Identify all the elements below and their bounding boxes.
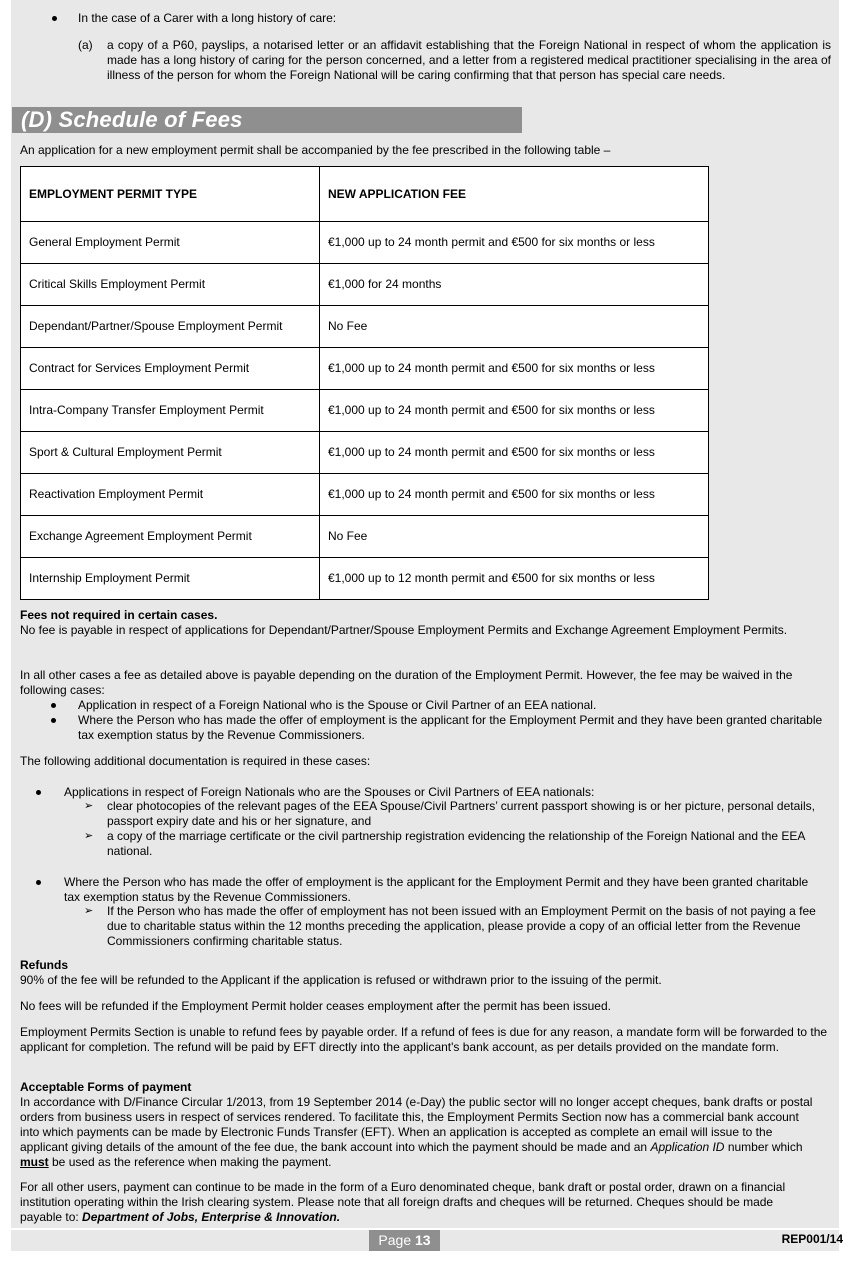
table-row <box>21 222 709 264</box>
fee-cell: €1,000 up to 24 month permit and €500 for six months or less <box>320 222 709 264</box>
application-id-term: Application ID <box>650 1140 725 1154</box>
permit-type-cell: Exchange Agreement Employment Permit <box>21 516 320 558</box>
list-marker: (a) <box>78 38 93 52</box>
refunds-paragraph-3: Employment Permits Section is unable to refund fees by payable order. If a refund of fees is due for any reason, a mandate form will be forwarded to the applicant for completion. The refund will be paid by EFT directly into the applicant's bank account, as per details provided on the mandate form. <box>20 1025 828 1054</box>
fees-not-required-heading: Fees not required in certain cases. <box>20 608 218 622</box>
page-number: 13 <box>415 1232 431 1248</box>
payment-paragraph-1 <box>20 1095 819 1170</box>
bullet-dot <box>51 718 56 723</box>
permit-type-cell: Sport & Cultural Employment Permit <box>21 432 320 474</box>
payee-name: Department of Jobs, Enterprise & Innovation. <box>82 1210 341 1224</box>
permit-type-cell: Dependant/Partner/Spouse Employment Permit <box>21 306 320 348</box>
table-row <box>21 264 709 306</box>
section-header-bar <box>12 107 522 133</box>
waiver-item-2: Where the Person who has made the offer of employment is the applicant for the Employment Permit and they have been granted charitable tax exemption status by the Revenue Commissioners. <box>78 713 823 742</box>
permit-type-cell: Contract for Services Employment Permit <box>21 348 320 390</box>
arrow-icon: ➢ <box>84 905 94 917</box>
section-title: (D) Schedule of Fees <box>21 107 243 132</box>
payment-text: In accordance with D/Finance Circular 1/2013, from 19 September 2014 (e-Day) the public sector will no longer accept cheques, bank drafts or postal orders from business users in respect of services rendered. To facilitate this, the Employment Permits Section now has a commercial bank account into which payments can be made by Electronic Funds Transfer (EFT). When an application is accepted as complete an email will issue to the applicant giving details of the amount of the fee due, the bank account into which the payment should be made and an <box>20 1095 813 1154</box>
refunds-paragraph-2: No fees will be refunded if the Employment Permit holder ceases employment after the permit has been issued. <box>20 999 611 1013</box>
table-header-row <box>21 167 709 222</box>
table-row <box>21 432 709 474</box>
bullet-dot <box>36 880 41 885</box>
fee-cell: No Fee <box>320 306 709 348</box>
page-label: Page <box>378 1232 412 1248</box>
fee-cell: No Fee <box>320 516 709 558</box>
waiver-item-1: Application in respect of a Foreign National who is the Spouse or Civil Partner of an EEA national. <box>78 698 597 712</box>
permit-type-cell: Intra-Company Transfer Employment Permit <box>21 390 320 432</box>
arrow-icon: ➢ <box>84 800 94 812</box>
permit-type-cell: Critical Skills Employment Permit <box>21 264 320 306</box>
doc-item-2a: If the Person who has made the offer of employment has not been issued with an Employment Permit on the basis of not paying a fee due to charitable status within the 12 months preceding the application, please provide a copy of an official letter from the Revenue Commissioners confirming charitable status. <box>107 904 816 948</box>
column-header-permit-type: EMPLOYMENT PERMIT TYPE <box>21 167 320 222</box>
other-cases-text: In all other cases a fee as detailed above is payable depending on the duration of the Employment Permit. However, the fee may be waived in the following cases: <box>20 668 793 697</box>
fee-cell: €1,000 for 24 months <box>320 264 709 306</box>
must-emphasis: must <box>20 1155 49 1169</box>
refunds-paragraph-1: 90% of the fee will be refunded to the Applicant if the application is refused or withdrawn prior to the issuing of the permit. <box>20 973 662 987</box>
table-row <box>21 474 709 516</box>
fees-table <box>20 166 709 600</box>
document-page <box>11 0 839 1228</box>
document-reference: REP001/14 <box>781 1232 843 1246</box>
payment-text: be used as the reference when making the payment. <box>48 1155 332 1169</box>
table-row <box>21 558 709 600</box>
table-row <box>21 516 709 558</box>
payment-text: For all other users, payment can continue to be made in the form of a Euro denominated cheque, bank draft or postal order, drawn on a financial institution operating within the Irish clearing system. Please note that all foreign drafts and cheques will be returned. Cheques should be made payable to: <box>20 1180 786 1224</box>
fee-cell: €1,000 up to 24 month permit and €500 for six months or less <box>320 474 709 516</box>
carer-bullet-text: In the case of a Carer with a long history of care: <box>78 11 337 25</box>
fee-cell: €1,000 up to 24 month permit and €500 for six months or less <box>320 432 709 474</box>
doc-item-1b: a copy of the marriage certificate or the civil partnership registration evidencing the relationship of the Foreign National and the EEA national. <box>107 829 805 858</box>
table-row <box>21 348 709 390</box>
fees-not-required-text: No fee is payable in respect of applications for Dependant/Partner/Spouse Employment Permits and Exchange Agreement Employment Permits. <box>20 623 788 637</box>
permit-type-cell: Internship Employment Permit <box>21 558 320 600</box>
fee-cell: €1,000 up to 12 month permit and €500 for six months or less <box>320 558 709 600</box>
table-row <box>21 390 709 432</box>
column-header-fee: NEW APPLICATION FEE <box>320 167 709 222</box>
carer-item-text: a copy of a P60, payslips, a notarised letter or an affidavit establishing that the Foreign National in respect of whom the application is made has a long history of caring for the person concerned, and a letter from a registered medical practitioner specialising in the area of illness of the person for whom the Foreign National will be caring confirming that that person has special care needs. <box>107 38 831 82</box>
bullet-dot <box>36 790 41 795</box>
permit-type-cell: General Employment Permit <box>21 222 320 264</box>
doc-item-1a: clear photocopies of the relevant pages of the EEA Spouse/Civil Partners’ current passport showing is or her picture, personal details, passport expiry date and his or her signature, and <box>107 799 815 828</box>
bullet-dot <box>52 16 57 21</box>
section-lead: An application for a new employment permit shall be accompanied by the fee prescribed in the following table – <box>20 143 611 157</box>
fee-cell: €1,000 up to 24 month permit and €500 for six months or less <box>320 348 709 390</box>
doc-item-2: Where the Person who has made the offer of employment is the applicant for the Employment Permit and they have been granted charitable tax exemption status by the Revenue Commissioners. <box>64 875 809 904</box>
doc-item-1: Applications in respect of Foreign Nationals who are the Spouses or Civil Partners of EEA nationals: <box>64 785 595 799</box>
additional-docs-intro: The following additional documentation is required in these cases: <box>20 754 371 768</box>
refunds-heading: Refunds <box>20 958 68 972</box>
arrow-icon: ➢ <box>84 830 94 842</box>
payment-heading: Acceptable Forms of payment <box>20 1080 192 1094</box>
page-number-badge <box>369 1230 440 1251</box>
payment-paragraph-2 <box>20 1180 805 1225</box>
payment-text: number which <box>724 1140 803 1154</box>
fee-cell: €1,000 up to 24 month permit and €500 for six months or less <box>320 390 709 432</box>
table-row <box>21 306 709 348</box>
permit-type-cell: Reactivation Employment Permit <box>21 474 320 516</box>
bullet-dot <box>51 703 56 708</box>
